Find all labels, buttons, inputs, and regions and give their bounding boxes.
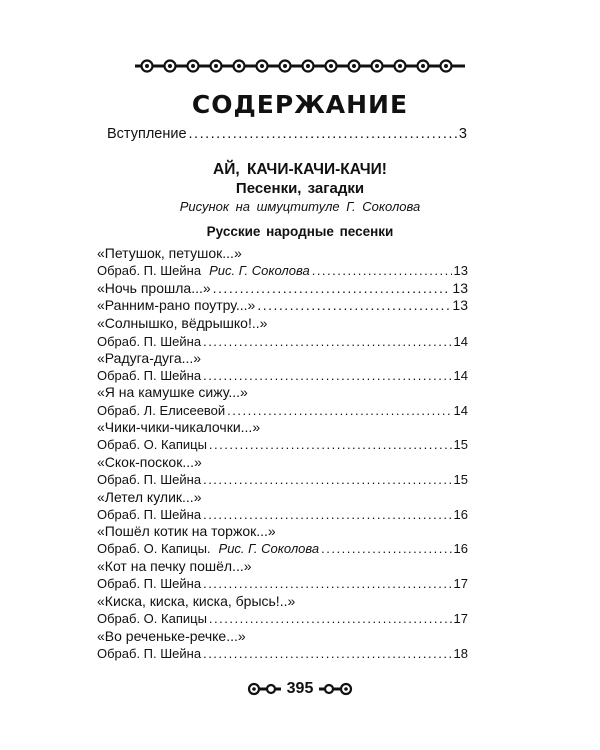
entry-credit: Обраб. П. Шейна [97,507,202,522]
entry-credit: Обраб. П. Шейна [97,646,202,661]
entry-title: «Ранним-рано поутру...» [97,297,256,313]
toc-page: 13 [453,263,468,278]
entry-illustrator: Рис. Г. Соколова [218,541,320,556]
entry-title: «Киска, киска, киска, брысь!..» [97,593,296,609]
toc-label: Вступление [107,126,187,142]
entry-title: «Летел кулик...» [97,489,202,505]
toc-page: 13 [452,297,468,313]
toc-entry[interactable] [97,611,468,626]
entry-title: «Радуга-дуга...» [97,350,202,366]
entry-title: «Ночь прошла...» [97,280,211,296]
entry-title: «Пошёл котик на торжок...» [97,523,276,539]
leader-dots [203,576,451,591]
toc-entry[interactable] [97,280,468,296]
entry-title: «Во реченьке-речке...» [97,628,246,644]
toc-page: 16 [453,541,468,556]
toc-entry-intro[interactable] [107,126,467,142]
leader-dots [209,437,452,452]
page-footer [0,680,600,698]
toc-page: 15 [453,472,468,487]
footer-ornament-right [317,682,353,696]
ornament-divider [133,56,467,76]
entry-title: «Я на камушке сижу...» [97,384,248,400]
leader-dots [257,297,450,313]
entry-credit: Обраб. П. Шейна [97,368,202,383]
entry-credit: Обраб. О. Капицы [97,437,207,452]
page-title: СОДЕРЖАНИЕ [191,90,409,119]
entry-credit: Обраб. П. Шейна [97,472,202,487]
toc-entry[interactable] [97,472,468,487]
entry-illustrator: Рис. Г. Соколова [209,263,310,278]
entry-credit: Обраб. П. Шейна [97,334,202,349]
toc-entry[interactable] [97,576,468,591]
toc-entry[interactable] [97,334,468,349]
toc-page: 18 [453,646,468,661]
toc-page: 14 [453,334,468,349]
footer-ornament-left [247,682,283,696]
toc-entry[interactable] [97,437,468,452]
section-subtitle: Песенки, загадки [235,180,365,197]
leader-dots [203,507,451,522]
leader-dots [227,403,451,418]
leader-dots [203,472,451,487]
section-illustration-credit: Рисунок на шмуцтитуле Г. Соколова [179,199,421,214]
toc-page: 14 [453,403,468,418]
toc-page: 13 [452,280,468,296]
entry-title: «Чики-чики-чикалочки...» [97,419,261,435]
toc-entry[interactable] [97,507,468,522]
toc-entry[interactable] [97,541,468,556]
leader-dots [203,334,451,349]
entry-title: «Кот на печку пошёл...» [97,558,252,574]
entry-credit: Обраб. П. Шейна [97,576,202,591]
toc-entry[interactable] [97,403,468,418]
page-number: 395 [286,680,314,697]
leader-dots [209,611,452,626]
leader-dots [321,541,451,556]
toc-page: 17 [453,611,468,626]
leader-dots [203,368,451,383]
toc-page: 17 [453,576,468,591]
entry-title: «Солнышко, вёдрышко!..» [97,315,268,331]
toc-page: 16 [453,507,468,522]
toc-page: 3 [458,126,467,142]
toc-entry[interactable] [97,368,468,383]
entry-title: «Петушок, петушок...» [97,245,242,261]
leader-dots [213,280,451,296]
entry-credit: Обраб. Л. Елисеевой [97,403,226,418]
toc-entry[interactable] [97,263,468,278]
leader-dots [203,646,451,661]
entry-credit: Обраб. О. Капицы. [97,541,211,556]
section-title: АЙ, КАЧИ-КАЧИ-КАЧИ! [213,161,387,178]
toc-entry[interactable] [97,297,468,313]
entry-title: «Скок-поскок...» [97,454,202,470]
toc-entry[interactable] [97,646,468,661]
toc-page: 15 [453,437,468,452]
entry-credit: Обраб. О. Капицы [97,611,207,626]
subsection-title: Русские народные песенки [206,224,394,239]
leader-dots [189,126,457,142]
leader-dots [312,263,452,278]
entry-credit: Обраб. П. Шейна [97,263,202,278]
toc-page: 14 [453,368,468,383]
